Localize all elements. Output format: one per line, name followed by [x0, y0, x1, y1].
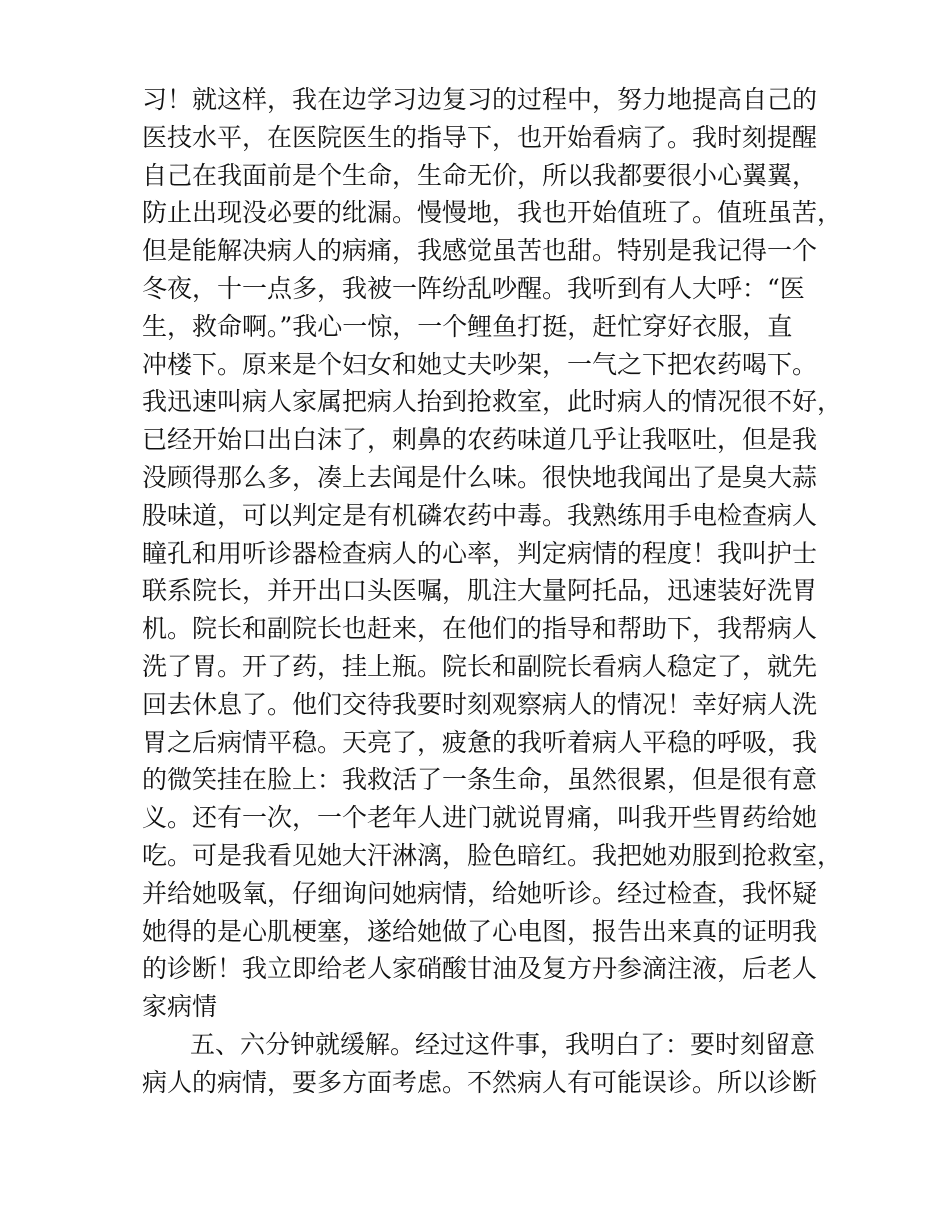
text-line: 胃之后病情平稳。天亮了，疲惫的我听着病人平稳的呼吸，我 [142, 727, 818, 757]
text-line: 股味道，可以判定是有机磷农药中毒。我熟练用手电检查病人 [142, 500, 818, 530]
text-line: 瞳孔和用听诊器检查病人的心率，判定病情的程度！我叫护士 [142, 538, 818, 568]
text-line: 但是能解决病人的病痛，我感觉虽苦也甜。特别是我记得一个 [142, 236, 818, 266]
text-line: 的诊断！我立即给老人家硝酸甘油及复方丹参滴注液，后老人 [142, 954, 818, 984]
text-line: 医技水平，在医院医生的指导下，也开始看病了。我时刻提醒 [142, 122, 818, 152]
text-line: 吃。可是我看见她大汗淋漓，脸色暗红。我把她劝服到抢救室， [142, 840, 843, 870]
text-line: 防止出现没必要的纰漏。慢慢地，我也开始值班了。值班虽苦， [142, 198, 843, 228]
text-line: 自己在我面前是个生命，生命无价，所以我都要很小心翼翼， [142, 160, 818, 190]
text-line: 冬夜，十一点多，我被一阵纷乱吵醒。我听到有人大呼：“医 [142, 273, 805, 303]
text-line: 病人的病情，要多方面考虑。不然病人有可能误诊。所以诊断 [142, 1067, 818, 1097]
paragraph-start-line: 五、六分钟就缓解。经过这件事，我明白了：要时刻留意 [190, 1029, 816, 1059]
text-line: 我迅速叫病人家属把病人抬到抢救室，此时病人的情况很不好， [142, 387, 843, 417]
text-line: 没顾得那么多，凑上去闻是什么味。很快地我闻出了是臭大蒜 [142, 462, 818, 492]
text-line: 生，救命啊。”我心一惊，一个鲤鱼打挺，赶忙穿好衣服，直 [142, 311, 793, 341]
text-line: 洗了胃。开了药，挂上瓶。院长和副院长看病人稳定了，就先 [142, 651, 818, 681]
text-line: 习！就这样，我在边学习边复习的过程中，努力地提高自己的 [142, 85, 818, 114]
text-line: 家病情 [142, 992, 218, 1022]
text-line: 已经开始口出白沫了，刺鼻的农药味道几乎让我呕吐，但是我 [142, 425, 818, 455]
text-line: 冲楼下。原来是个妇女和她丈夫吵架，一气之下把农药喝下。 [142, 349, 818, 379]
text-line: 并给她吸氧，仔细询问她病情，给她听诊。经过检查，我怀疑 [142, 878, 818, 908]
text-line: 义。还有一次，一个老年人进门就说胃痛，叫我开些胃药给她 [142, 803, 818, 833]
text-line: 回去休息了。他们交待我要时刻观察病人的情况！幸好病人洗 [142, 689, 818, 719]
text-line: 的微笑挂在脸上：我救活了一条生命，虽然很累，但是很有意 [142, 765, 818, 795]
body-text [142, 81, 843, 1102]
text-line: 机。院长和副院长也赶来，在他们的指导和帮助下，我帮病人 [142, 614, 818, 644]
text-line: 她得的是心肌梗塞，遂给她做了心电图，报告出来真的证明我 [142, 916, 818, 946]
text-line: 联系院长，并开出口头医嘱，肌注大量阿托品，迅速装好洗胃 [142, 576, 818, 606]
